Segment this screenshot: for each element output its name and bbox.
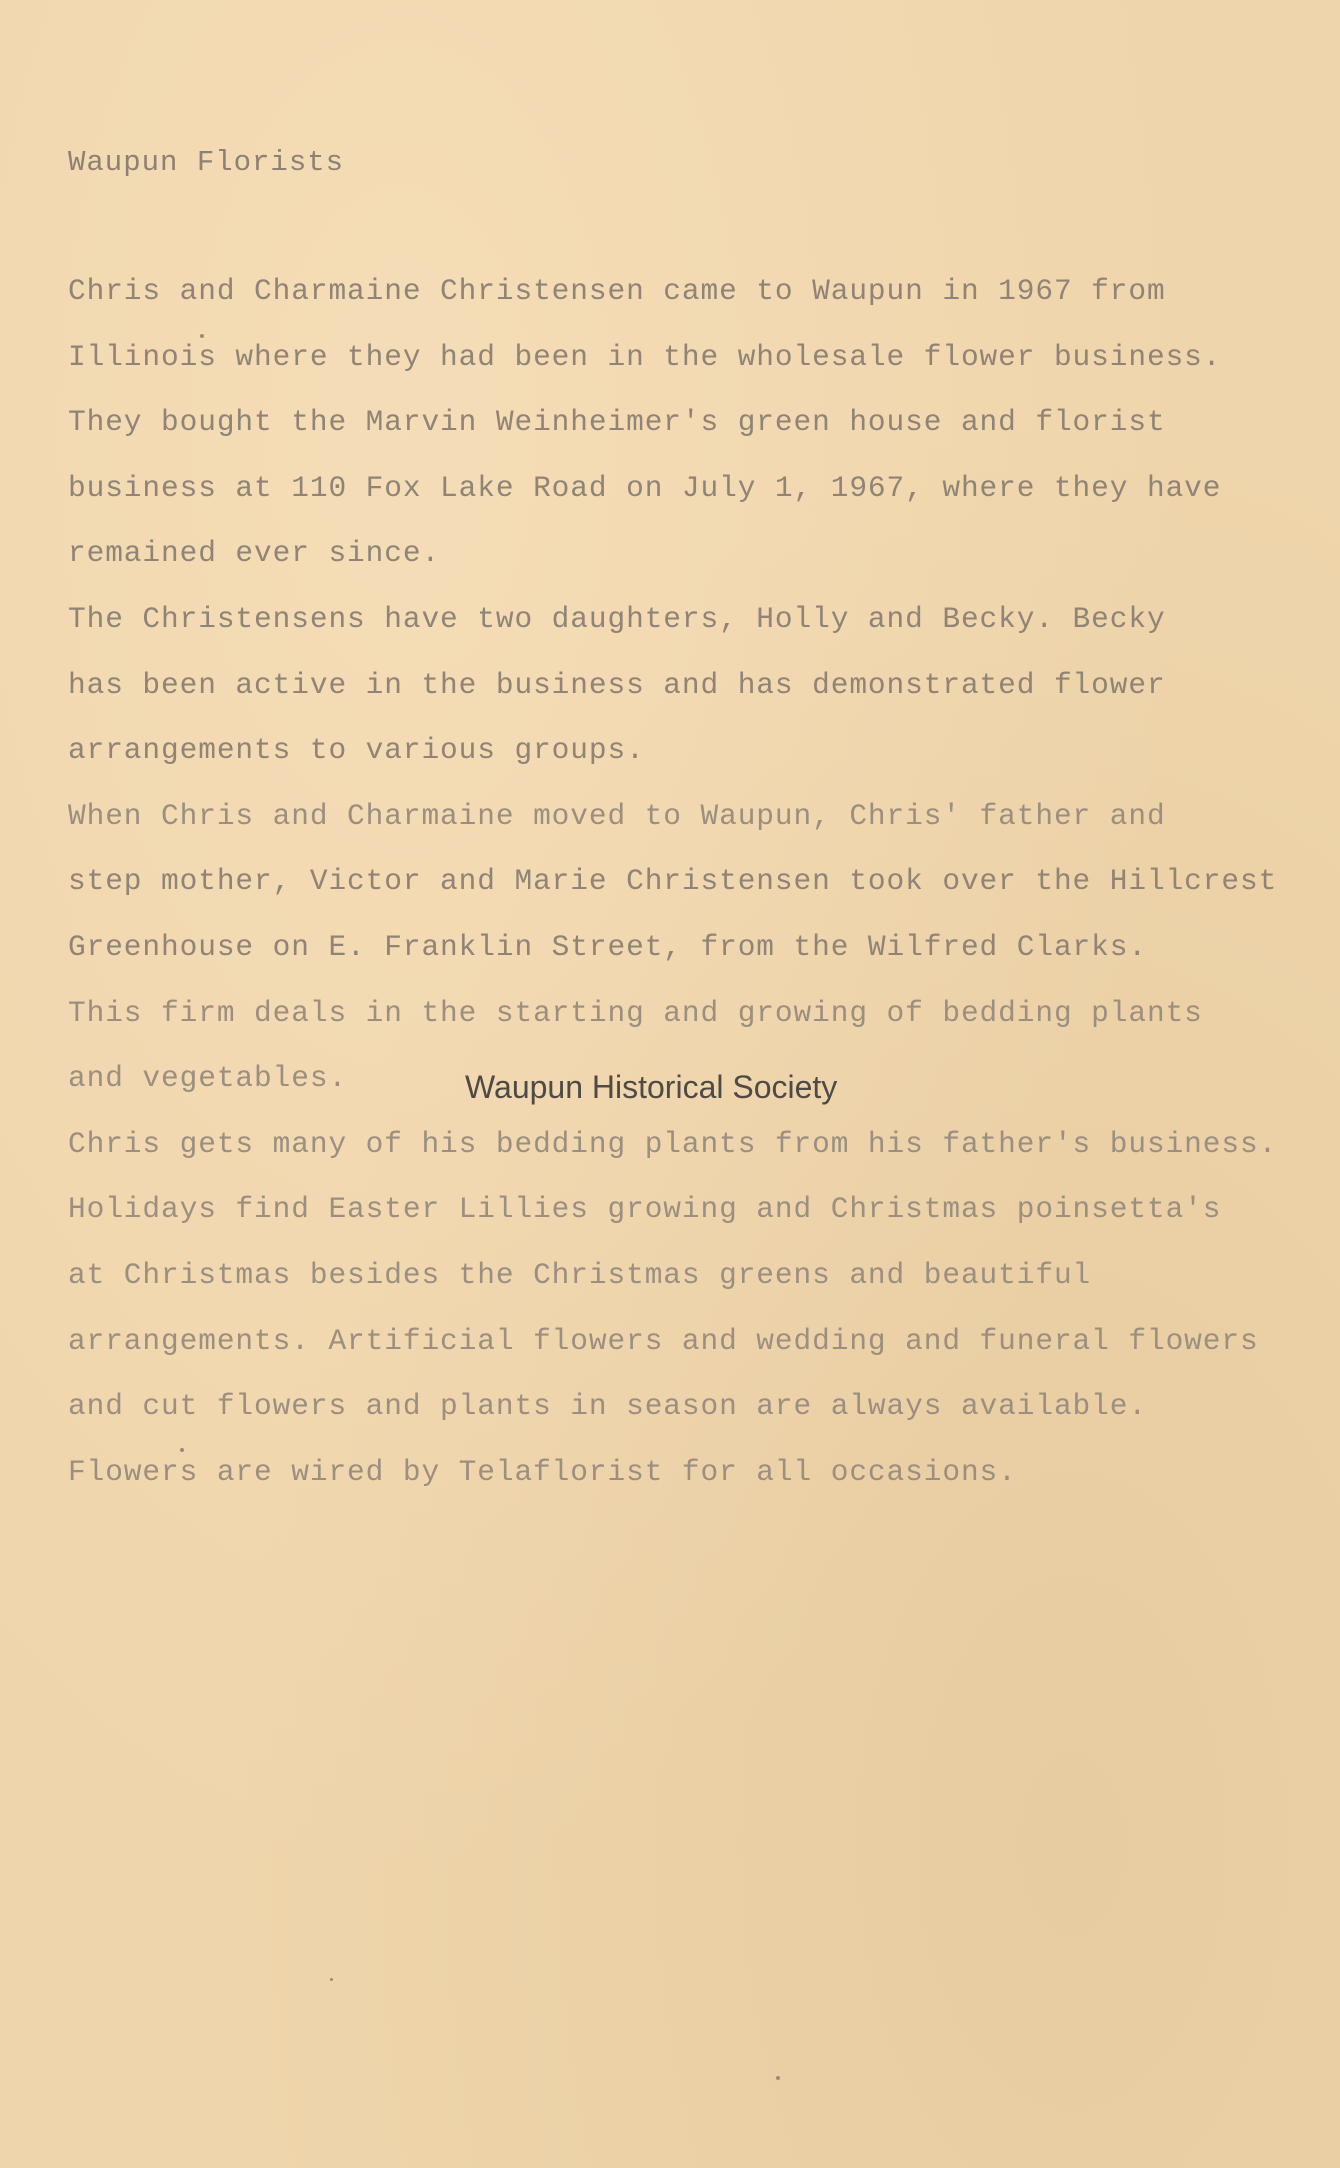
- text-line: When Chris and Charmaine moved to Waupun, Chris' father and: [68, 798, 1166, 833]
- text-line: and cut flowers and plants in season are always available.: [68, 1389, 1147, 1424]
- watermark-label: Waupun Historical Society: [465, 1069, 838, 1105]
- text-line: has been active in the business and has demonstrated flower: [68, 667, 1166, 702]
- text-line: Chris and Charmaine Christensen came to Waupun in 1967 from: [68, 274, 1166, 308]
- text-line: Chris gets many of his bedding plants from his father's business.: [68, 1126, 1278, 1161]
- paper-speck: [180, 1448, 184, 1452]
- text-line: at Christmas besides the Christmas greens and beautiful: [68, 1257, 1092, 1292]
- document-body: [68, 272, 1308, 1518]
- text-line: step mother, Victor and Marie Christensen took over the Hillcrest: [68, 864, 1278, 899]
- text-line: They bought the Marvin Weinheimer's green house and florist: [68, 405, 1166, 440]
- text-line: arrangements to various groups.: [68, 733, 645, 768]
- paper-speck: [776, 2076, 780, 2080]
- text-line: Holidays find Easter Lillies growing and Christmas poinsetta's: [68, 1192, 1222, 1227]
- text-line: arrangements. Artificial flowers and wedding and funeral flowers: [68, 1323, 1259, 1358]
- text-line: remained ever since.: [68, 536, 441, 571]
- text-line: Flowers are wired by Telaflorist for all occasions.: [68, 1454, 1017, 1489]
- paper-speck: [200, 334, 204, 338]
- text-line: business at 110 Fox Lake Road on July 1, 1967, where they have: [68, 470, 1222, 505]
- text-line: This firm deals in the starting and growing of bedding plants: [68, 995, 1203, 1030]
- document-title: Waupun Florists: [68, 146, 345, 179]
- text-line: Greenhouse on E. Franklin Street, from the Wilfred Clarks.: [68, 929, 1147, 964]
- text-line: Illinois where they had been in the wholesale flower business.: [68, 339, 1222, 374]
- text-line: and vegetables.: [68, 1061, 348, 1096]
- text-line: The Christensens have two daughters, Holly and Becky. Becky: [68, 601, 1166, 636]
- paper-speck: [330, 1978, 333, 1981]
